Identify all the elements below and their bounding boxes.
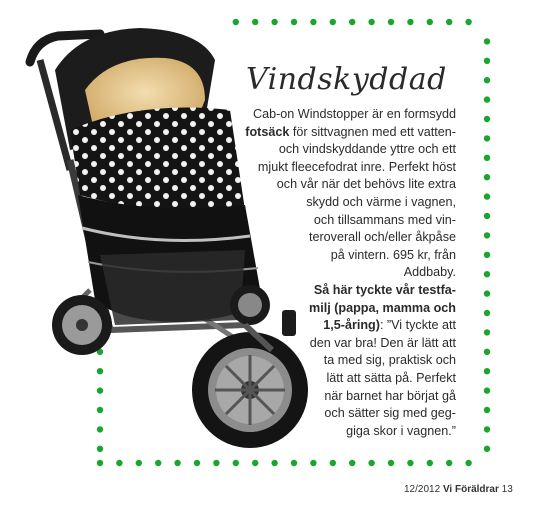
body-text: Cab-on Windstopper är en formsydd xyxy=(253,107,456,121)
body-line xyxy=(156,194,456,212)
body-line xyxy=(156,388,456,406)
body-line xyxy=(156,159,456,177)
article-body xyxy=(156,106,456,440)
page-number: 13 xyxy=(501,484,513,495)
issue-date: 12/2012 xyxy=(404,484,441,495)
body-bold-text: fotsäck xyxy=(245,124,290,139)
body-text: den var bra! Den är lätt att xyxy=(309,335,456,350)
body-bold-text: 1,5-åring) xyxy=(323,318,380,333)
body-line xyxy=(156,247,456,265)
body-line xyxy=(156,423,456,441)
body-text: och sätter sig med geg- xyxy=(324,406,456,421)
body-line xyxy=(156,141,456,159)
body-line xyxy=(156,124,456,142)
body-line xyxy=(156,405,456,423)
body-line xyxy=(156,370,456,388)
body-line xyxy=(156,335,456,353)
body-line xyxy=(156,317,456,335)
body-line xyxy=(156,282,456,300)
rear-wheel xyxy=(52,295,112,355)
body-text: när barnet har börjat gå xyxy=(324,388,456,403)
magazine-name: Vi Föräldrar xyxy=(442,484,499,495)
body-text: och tillsammans med vin- xyxy=(313,212,456,227)
body-line xyxy=(156,264,456,282)
body-text: för sittvagnen med ett vatten- xyxy=(289,124,456,139)
body-text: teroverall och/eller åkpåse xyxy=(308,230,456,245)
page-footer xyxy=(404,484,513,495)
body-line xyxy=(156,212,456,230)
body-text: ta med sig, praktisk och xyxy=(323,353,456,368)
body-line xyxy=(156,106,456,124)
body-bold-text: Så här tyckte vår testfa- xyxy=(313,282,456,297)
body-text: : ”Vi tyckte att xyxy=(379,318,456,333)
body-text: och vår när det behövs lite extra xyxy=(276,177,456,192)
body-text: giga skor i vagnen.” xyxy=(346,423,456,438)
body-text: Addbaby. xyxy=(403,265,456,280)
body-line xyxy=(156,176,456,194)
body-line xyxy=(156,229,456,247)
body-text: på vintern. 695 kr, från xyxy=(330,247,456,262)
body-line xyxy=(156,300,456,318)
body-text: mjukt fleecefodrat inre. Perfekt höst xyxy=(257,159,456,174)
body-line xyxy=(156,352,456,370)
body-text: och vindskyddande yttre och ett xyxy=(278,142,456,157)
body-text: skydd och värme i vagnen, xyxy=(306,194,456,209)
body-text: lätt att sätta på. Perfekt xyxy=(326,370,456,385)
body-bold-text: milj (pappa, mamma och xyxy=(309,300,456,315)
article-heading: Vindskyddad xyxy=(246,62,447,97)
